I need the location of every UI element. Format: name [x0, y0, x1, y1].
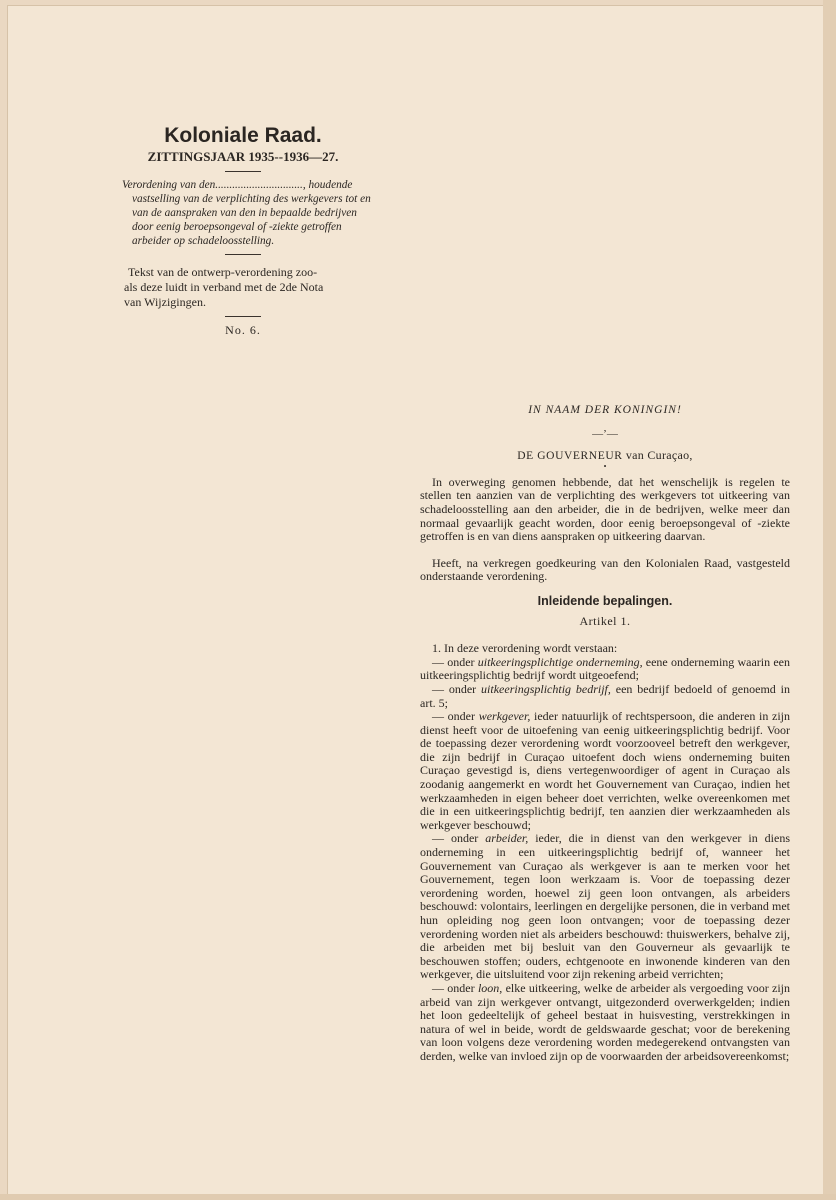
- ornament: —’—: [592, 427, 618, 440]
- governor-location: van Curaçao,: [625, 448, 693, 463]
- ordinance-description: Verordening van den..............................., houdende vastselling van de verplichting des werkgevers tot en van de aanspraken van den in bepaalde bedrijven door eenig beroepsongeval of -ziekte getroffen arbeider op schadeloosstelling.: [122, 179, 371, 247]
- page-edge: [0, 1194, 836, 1200]
- session-year: ZITTINGSJAAR 1935--1936—27.: [147, 149, 339, 164]
- definitions: [420, 642, 790, 1063]
- definition-item: — onder werkgever, ieder natuurlijk of rechtspersoon, die anderen in zijn dienst heeft voor de uitoefening van eenig uitkeeringsplichtig bedrijf. Voor de toepassing dezer verordening wordt voorzooveel betreft den werkgever, die zijn bedrijf in Curaçao uitoefent doch wiens onderneming buiten Curaçao gevestigd is, diens vertegenwoordiger of agent in Curaçao als zoodanig aangemerkt en wordt het Gouvernement van Curaçao, indien het werkzaamheden in eigen beheer doet verrichten, welke overeenkomen met die in een uitkeeringsplichtig bedrijf, ten aanzien dier werkzaamheden als werkgever beschouwd;: [420, 709, 791, 832]
- text-note-line: als deze luidt in verband met de 2de Nota: [124, 280, 324, 294]
- invocation: IN NAAM DER KONINGIN!: [528, 404, 682, 416]
- definitions-intro: 1. In deze verordening wordt verstaan:: [432, 641, 618, 656]
- dot-ornament: •: [603, 461, 607, 471]
- defined-term: werkgever,: [478, 709, 531, 724]
- header-block: [112, 122, 374, 338]
- defined-term: uitkeeringsplichtige onderneming,: [477, 654, 643, 669]
- ordinance-body: [420, 404, 790, 1064]
- defined-term: uitkeeringsplichtig bedrijf,: [481, 681, 611, 696]
- council-title: Koloniale Raad.: [164, 124, 322, 147]
- text-note: [112, 265, 374, 310]
- definition-item: — onder loon, elke uitkeering, welke de arbeider als vergoeding voor zijn arbeid van zijn werkgever ontvangt, uitgezonderd overwerkgelden; indien het loon gedeeltelijk of geheel bestaat in huisvesting, verstrekkingen in natura of wel in beide, wordt de geldswaarde geschat; voor de berekening van loon volgens deze verordening worden medegerekend ontvangsten van derden, welke van invloed zijn op de voorwaarden der arbeidsovereenkomst;: [420, 980, 790, 1063]
- enacting-paragraph: Heeft, na verkregen goedkeuring van den Kolonialen Raad, vastgesteld onderstaande verordening.: [420, 555, 790, 584]
- article-heading: Artikel 1.: [579, 613, 631, 628]
- text-note-line: van Wijzigingen.: [124, 295, 206, 309]
- considering-paragraph: In overweging genomen hebbende, dat het wenschelijk is regelen te stellen ten aanzien van de verplichting des werkgevers tot uitkeering van schadeloosstelling aan den arbeider, die in de bedrijven, welke meer dan normaal gevaarlijk geacht worden, door eenig beroepsongeval of -ziekte getroffen is en van diens aanspraken op uitkeering daarvan.: [420, 474, 790, 544]
- document-number: No. 6.: [225, 323, 261, 337]
- divider: [225, 254, 261, 255]
- defined-term: arbeider,: [485, 831, 529, 846]
- defined-term: loon,: [477, 980, 503, 995]
- divider: [225, 171, 261, 172]
- governor-title: DE GOUVERNEUR: [517, 450, 623, 463]
- section-heading: Inleidende bepalingen.: [537, 593, 673, 608]
- definition-item: — onder arbeider, ieder, die in dienst van den werkgever in diens onderneming in een uitkeeringsplichtig bedrijf of, wanneer het Gouvernement van Curaçao als werkgever is aan te merken voor het Gouvernement, tegen loon werkzaam is. Voor de toepassing dezer verordening worden, hoewel zij geen loon ontvangen, als arbeiders beschouwd: volontairs, leerlingen en dergelijke personen, die in verband met hun opleiding nog geen loon ontvangen; voor de toepassing dezer verordening worden niet als arbeiders beschouwd: thuiswerkers, behalve zij, die arbeiden met bij besluit van den Gouverneur als gevaarlijk te beschouwen stoffen; ouders, echtgenoote en inwonende kinderen van den werkgever, die uitsluitend voor zijn rekening arbeid verrichten;: [420, 831, 790, 982]
- document-page: [8, 6, 823, 1194]
- text-note-line: Tekst van de ontwerp-verordening zoo-: [128, 265, 318, 279]
- definition-item: — onder uitkeeringsplichtig bedrijf, een bedrijf bedoeld of genoemd in art. 5;: [420, 681, 790, 710]
- definition-item: — onder uitkeeringsplichtige onderneming, eene onderneming waarin een uitkeeringsplichtig bedrijf wordt uitgeoefend;: [420, 654, 790, 683]
- divider: [225, 316, 261, 317]
- page-edge: [823, 0, 836, 1200]
